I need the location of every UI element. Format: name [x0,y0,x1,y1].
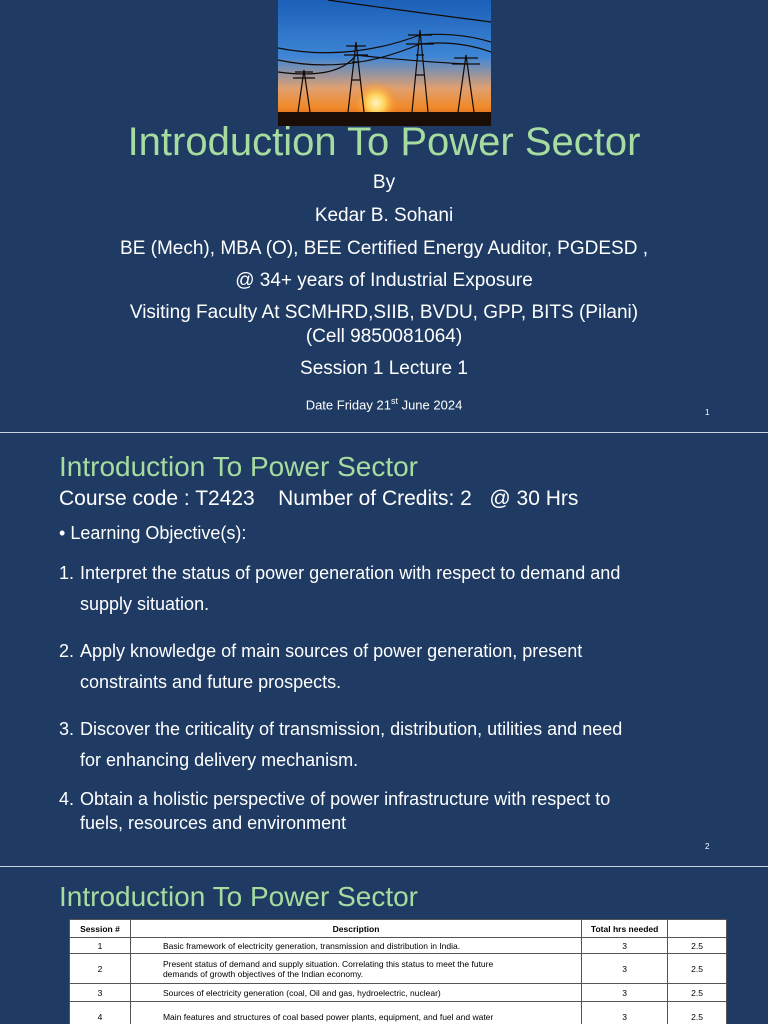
column-header: Total hrs needed [582,920,668,938]
session-lecture: Session 1 Lecture 1 [300,358,468,379]
slide-title: Introduction To Power Sector [59,881,419,912]
session-table [69,919,727,1024]
table-row [70,938,727,954]
extra-cell: 2.5 [668,938,727,954]
column-header: Description [130,920,581,938]
table-row [70,1002,727,1024]
objective-item: 4. Obtain a holistic perspective of power infrastructure with respect to fuels, resources and environment [59,789,611,833]
visiting-faculty: Visiting Faculty At SCMHRD,SIIB, BVDU, GPP, BITS (Pilani) [129,302,639,323]
column-header: Session # [70,920,131,938]
lecture-date: Date Friday 21st June 2024 [305,396,463,413]
slide-1 [0,0,768,432]
session-cell: 4 [70,1002,131,1024]
description-cell: Sources of electricity generation (coal, Oil and gas, hydroelectric, nuclear) [130,984,581,1002]
page-number: 2 [705,842,710,851]
column-header [668,920,727,938]
qualifications: BE (Mech), MBA (O), BEE Certified Energy Auditor, PGDESD , [120,238,648,259]
hours-cell: 3 [582,938,668,954]
session-cell: 3 [70,984,131,1002]
description-cell: Basic framework of electricity generation, transmission and distribution in India. [130,938,581,954]
page-number: 1 [705,408,710,417]
table-row [70,984,727,1002]
author-name: Kedar B. Sohani [314,205,454,226]
extra-cell: 2.5 [668,1002,727,1024]
slide-divider [0,866,768,867]
power-lines-photo [278,0,491,126]
hours-cell: 3 [582,984,668,1002]
table-row [70,954,727,984]
learning-objectives-heading: • Learning Objective(s): [59,523,247,543]
session-cell: 1 [70,938,131,954]
slide-3 [0,868,768,1024]
session-cell: 2 [70,954,131,984]
hours-cell: 3 [582,954,668,984]
slide-title: Introduction To Power Sector [127,120,641,164]
slide-divider [0,432,768,433]
experience: @ 34+ years of Industrial Exposure [235,270,533,291]
description-cell: Present status of demand and supply situation. Correlating this status to meet the future demands of growth objectives of the Indian economy. [130,954,581,984]
course-info: Course code : T2423 Number of Credits: 2 @ 30 Hrs [59,487,579,510]
objective-item: 1. Interpret the status of power generation with respect to demand and supply situation. [59,563,621,614]
objective-item: 2. Apply knowledge of main sources of power generation, present constraints and future prospects. [59,641,583,692]
cell-number: (Cell 9850081064) [305,326,463,347]
objective-item: 3. Discover the criticality of transmission, distribution, utilities and need for enhancing delivery mechanism. [59,719,623,770]
hours-cell: 3 [582,1002,668,1024]
by-label: By [372,172,396,193]
table-header-row [70,920,727,938]
extra-cell: 2.5 [668,954,727,984]
slide-title: Introduction To Power Sector [59,451,419,482]
slide-2 [0,434,768,866]
description-cell: Main features and structures of coal based power plants, equipment, and fuel and water [130,1002,581,1024]
extra-cell: 2.5 [668,984,727,1002]
